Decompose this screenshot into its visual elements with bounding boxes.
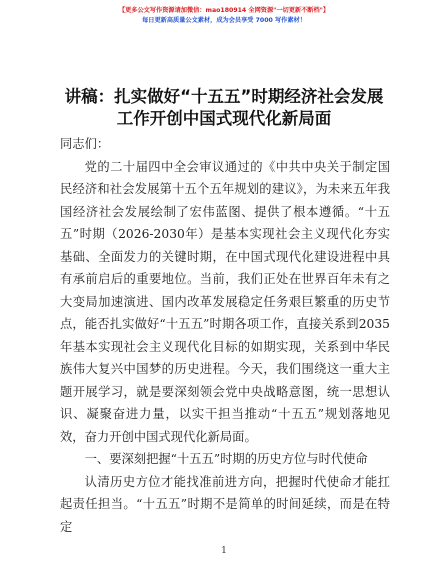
document-title bbox=[0, 86, 448, 130]
promo-banner-line1: 【更多公文写作资源请加微信：mao180914 全网资源"一切更新不断档"】 bbox=[118, 7, 330, 14]
page-number: 1 bbox=[221, 546, 227, 556]
greeting: 同志们： bbox=[60, 137, 110, 151]
title-line-2: 工作开创中国式现代化新局面 bbox=[116, 109, 332, 128]
section-heading-1: 一、要深刻把握“十五五”时期的历史方位与时代使命 bbox=[84, 452, 368, 466]
title-line-1: 讲稿：扎实做好“十五五”时期经济社会发展 bbox=[64, 87, 384, 106]
document-body bbox=[60, 133, 390, 538]
paragraph-intro: 党的二十届四中全会审议通过的《中共中央关于制定国民经济和社会发展第十五个五年规划的建议》，为未来五年我国经济社会发展绘制了宏伟蓝图、提供了根本遵循。“十五五”时期（2026-2030年）是基本实现社会主义现代化夯实基础、全面发力的关键时期，在中国式现代化建设进程中具有承前启后的重要地位。当前，我们正处在世界百年未有之大变局加速演进、国内改革发展稳定任务艰巨繁重的历史节点，能否扎实做好“十五五”时期各项工作，直接关系到2035年基本实现社会主义现代化目标的如期实现，关系到中华民族伟大复兴中国梦的历史进程。今天，我们围绕这一重大主题开展学习，就是要深刻领会党中央战略意图，统一思想认识、凝聚奋进力量，以实干担当推动“十五五”规划落地见效，奋力开创中国式现代化新局面。 bbox=[60, 159, 390, 444]
paragraph-section-1: 认清历史方位才能找准前进方向，把握时代使命才能扛起责任担当。“十五五”时期不是简单的时间延续，而是在特定 bbox=[60, 474, 390, 534]
promo-banner bbox=[0, 6, 448, 26]
promo-banner-line2: 每日更新高质量公文素材，成为会员享受 7000 写作素材！ bbox=[142, 17, 306, 24]
